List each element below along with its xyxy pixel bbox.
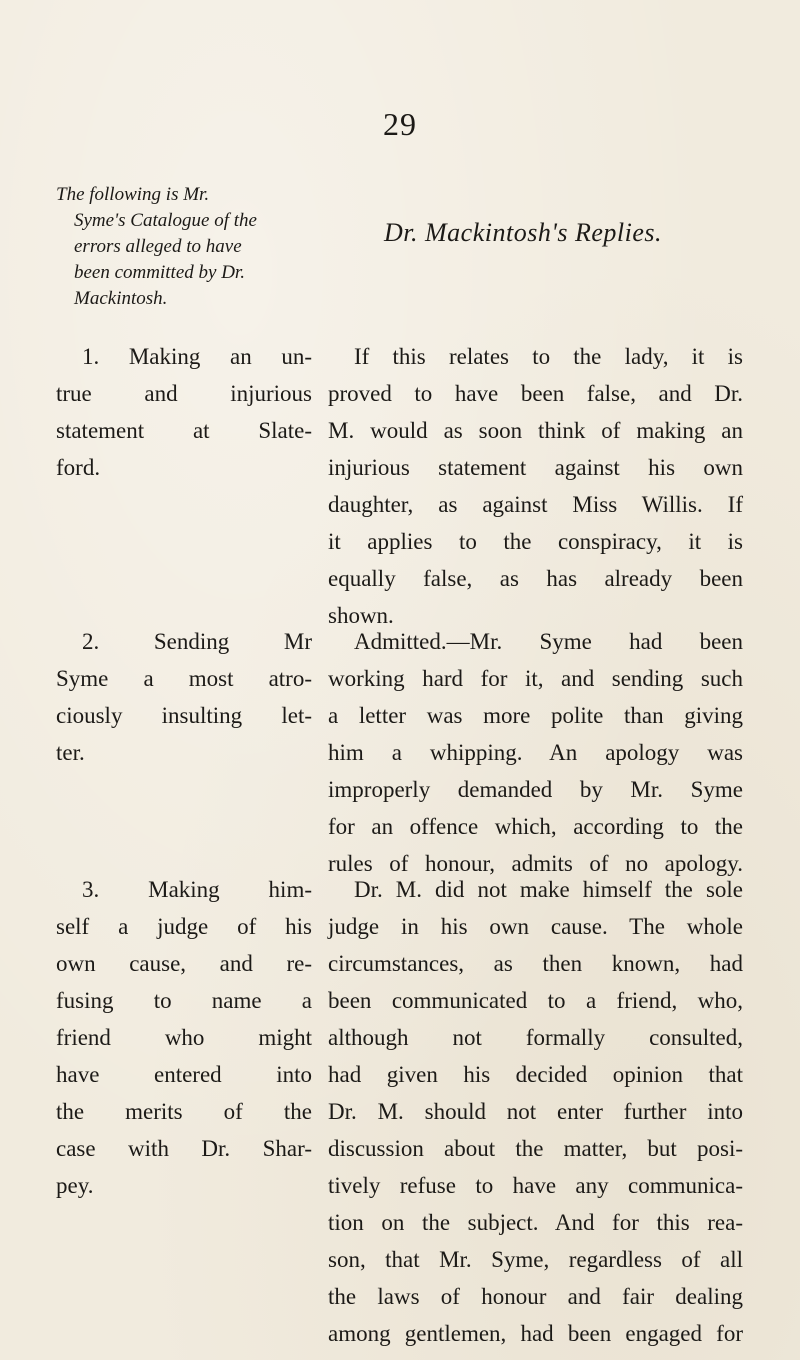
charge-line: case with Dr. Shar-	[56, 1136, 312, 1161]
reply-line: improperly demanded by Mr. Syme	[328, 777, 743, 802]
left-heading-line: been committed by Dr.	[74, 262, 245, 283]
reply-line: proved to have been false, and Dr.	[328, 381, 743, 406]
charge-line: ciously insulting let-	[56, 703, 312, 728]
charge-line: have entered into	[56, 1062, 312, 1087]
reply-line: for an offence which, according to the	[328, 814, 743, 839]
reply-line: it applies to the conspiracy, it is	[328, 529, 743, 554]
left-heading-line: The following is Mr.	[56, 184, 210, 205]
reply-line: tion on the subject. And for this rea-	[328, 1210, 743, 1235]
charge-line: pey.	[56, 1173, 94, 1198]
charge-line: ter.	[56, 740, 85, 765]
charge-line: 3. Making him-	[82, 877, 312, 902]
charge-line: the merits of the	[56, 1099, 312, 1124]
charge-line: ford.	[56, 455, 101, 480]
charge-line: fusing to name a	[56, 988, 312, 1013]
reply-line: had given his decided opinion that	[328, 1062, 743, 1087]
left-heading-line: Mackintosh.	[74, 288, 168, 309]
charge-line: 2. Sending Mr	[82, 629, 312, 654]
charge-line: Syme a most atro-	[56, 666, 312, 691]
left-heading-line: errors alleged to have	[74, 236, 242, 257]
reply-line: although not formally consulted,	[328, 1025, 743, 1050]
reply-line: son, that Mr. Syme, regardless of all	[328, 1247, 743, 1272]
charge-2	[56, 623, 312, 771]
charge-line: self a judge of his	[56, 914, 312, 939]
reply-line: Dr. M. did not make himself the sole	[354, 877, 743, 902]
reply-line: equally false, as has already been	[328, 566, 743, 591]
page-number: 29	[383, 106, 417, 142]
reply-3	[328, 871, 743, 1352]
reply-1	[328, 338, 743, 634]
reply-line: Admitted.—Mr. Syme had been	[354, 629, 743, 654]
charge-3	[56, 871, 312, 1204]
reply-line: discussion about the matter, but posi-	[328, 1136, 743, 1161]
charge-line: statement at Slate-	[56, 418, 312, 443]
reply-line: been communicated to a friend, who,	[328, 988, 743, 1013]
reply-line: judge in his own cause. The whole	[328, 914, 743, 939]
reply-line: M. would as soon think of making an	[328, 418, 743, 443]
charge-1	[56, 338, 312, 486]
reply-line: shown.	[328, 603, 394, 628]
reply-line: the laws of honour and fair dealing	[328, 1284, 743, 1309]
reply-line: tively refuse to have any communica-	[328, 1173, 743, 1198]
reply-line: circumstances, as then known, had	[328, 951, 743, 976]
charge-line: true and injurious	[56, 381, 312, 406]
reply-line: working hard for it, and sending such	[328, 666, 743, 691]
reply-line: a letter was more polite than giving	[328, 703, 743, 728]
reply-line: Dr. M. should not enter further into	[328, 1099, 743, 1124]
charge-line: 1. Making an un-	[82, 344, 312, 369]
reply-line: daughter, as against Miss Willis. If	[328, 492, 743, 517]
left-column-heading	[56, 182, 308, 312]
reply-2	[328, 623, 743, 882]
reply-line: injurious statement against his own	[328, 455, 743, 480]
reply-line: among gentlemen, had been engaged for	[328, 1321, 743, 1346]
reply-line: rules of honour, admits of no apology.	[328, 851, 743, 876]
charge-line: own cause, and re-	[56, 951, 312, 976]
reply-line: If this relates to the lady, it is	[354, 344, 743, 369]
charge-line: friend who might	[56, 1025, 312, 1050]
left-heading-line: Syme's Catalogue of the	[74, 210, 257, 231]
right-column-heading: Dr. Mackintosh's Replies.	[384, 218, 663, 247]
reply-line: him a whipping. An apology was	[328, 740, 743, 765]
